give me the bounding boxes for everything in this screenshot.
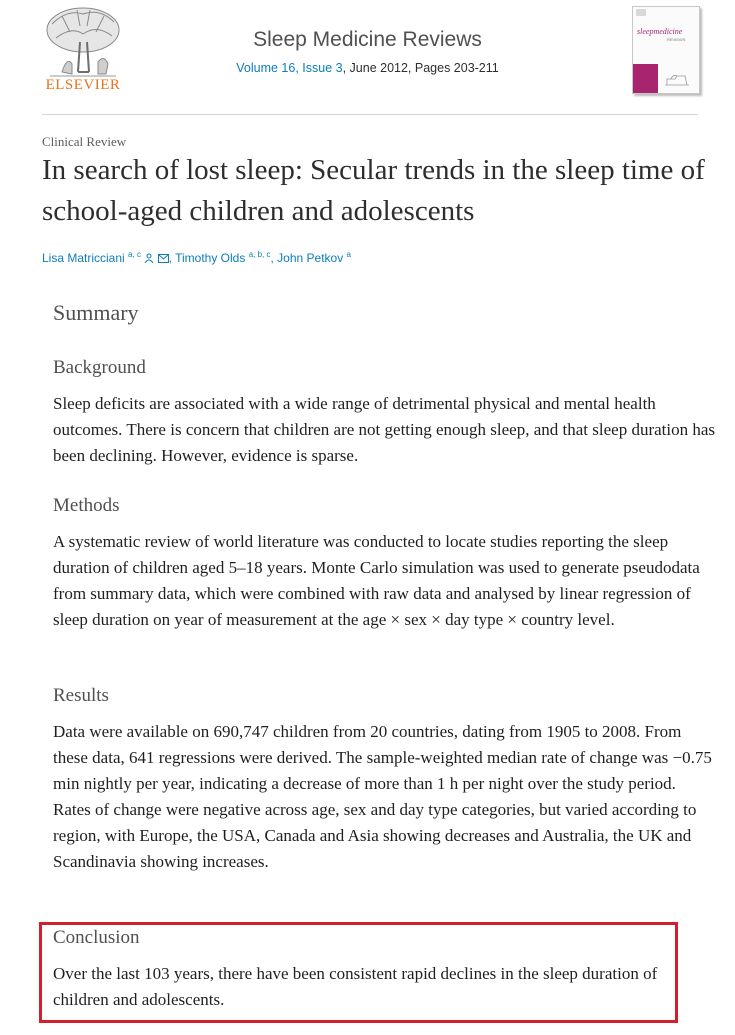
issue-link[interactable]: Volume 16, Issue 3	[236, 61, 343, 75]
author-affiliation-superscript[interactable]: a, c	[128, 250, 141, 259]
cover-subtitle: REVIEWS	[667, 37, 686, 42]
publisher-wordmark[interactable]: ELSEVIER	[45, 77, 121, 93]
cover-title: sleepmedicine	[637, 27, 683, 36]
author-list: Lisa Matricciani $^{a, c}$ , Timothy Olds $^{a, b, c}$, John Petkov $^a$	[42, 250, 351, 265]
section-text-results: Data were available on 690,747 children from 20 countries, dating from 1905 to 2008. From these data, 641 regressions were derived. The sample-weighted median rate of change was −0.75 min nightly per year, indicating a decrease of more than 1 h per night over the study period. Rates of change were negative across age, sex and day type categories, but varied according to region, with Europe, the USA, Canada and Asia showing decreases and Australia, the UK and Scandinavia showing increases.	[53, 722, 712, 871]
cover-illustration	[663, 71, 691, 89]
journal-title[interactable]: Sleep Medicine Reviews	[253, 28, 482, 51]
journal-cover-thumbnail[interactable]	[632, 6, 700, 94]
section-text-conclusion: Over the last 103 years, there have been consistent rapid declines in the sleep duration of children and adolescents.	[53, 964, 658, 1009]
person-icon[interactable]	[144, 253, 154, 263]
header-divider	[42, 114, 698, 115]
cover-color-bar	[633, 64, 658, 93]
author-link[interactable]: Timothy Olds	[175, 251, 246, 265]
envelope-icon[interactable]	[158, 254, 169, 263]
issue-info	[150, 61, 585, 75]
summary-heading: Summary	[53, 300, 139, 325]
article-title: In search of lost sleep: Secular trends in the sleep time of school-aged children and adolescents	[42, 154, 705, 227]
article-type-label: Clinical Review	[42, 134, 127, 149]
journal-header	[0, 0, 735, 115]
author-affiliation-superscript[interactable]: a, b, c	[248, 250, 271, 259]
cover-publisher-mark	[636, 9, 646, 16]
author-affiliation-superscript[interactable]: a	[346, 250, 351, 259]
section-heading-conclusion: Conclusion	[53, 927, 140, 948]
author-link[interactable]: John Petkov	[277, 251, 344, 265]
issue-details: , June 2012, Pages 203-211	[342, 61, 499, 75]
section-heading-methods: Methods	[53, 495, 120, 516]
section-heading-results: Results	[53, 685, 109, 706]
author-link[interactable]: Lisa Matricciani	[42, 251, 125, 265]
section-text-methods: A systematic review of world literature was conducted to locate studies reporting the sleep duration of children aged 5–18 years. Monte Carlo simulation was used to generate pseudodata from summary data, which were combined with raw data and analysed by linear regression of sleep duration on year of measurement at the age × sex × day type × country level.	[53, 532, 700, 629]
section-text-background: Sleep deficits are associated with a wide range of detrimental physical and mental health outcomes. There is concern that children are not getting enough sleep, and that sleep duration has been declining. However, evidence is sparse.	[53, 394, 716, 465]
section-heading-background: Background	[53, 357, 146, 378]
